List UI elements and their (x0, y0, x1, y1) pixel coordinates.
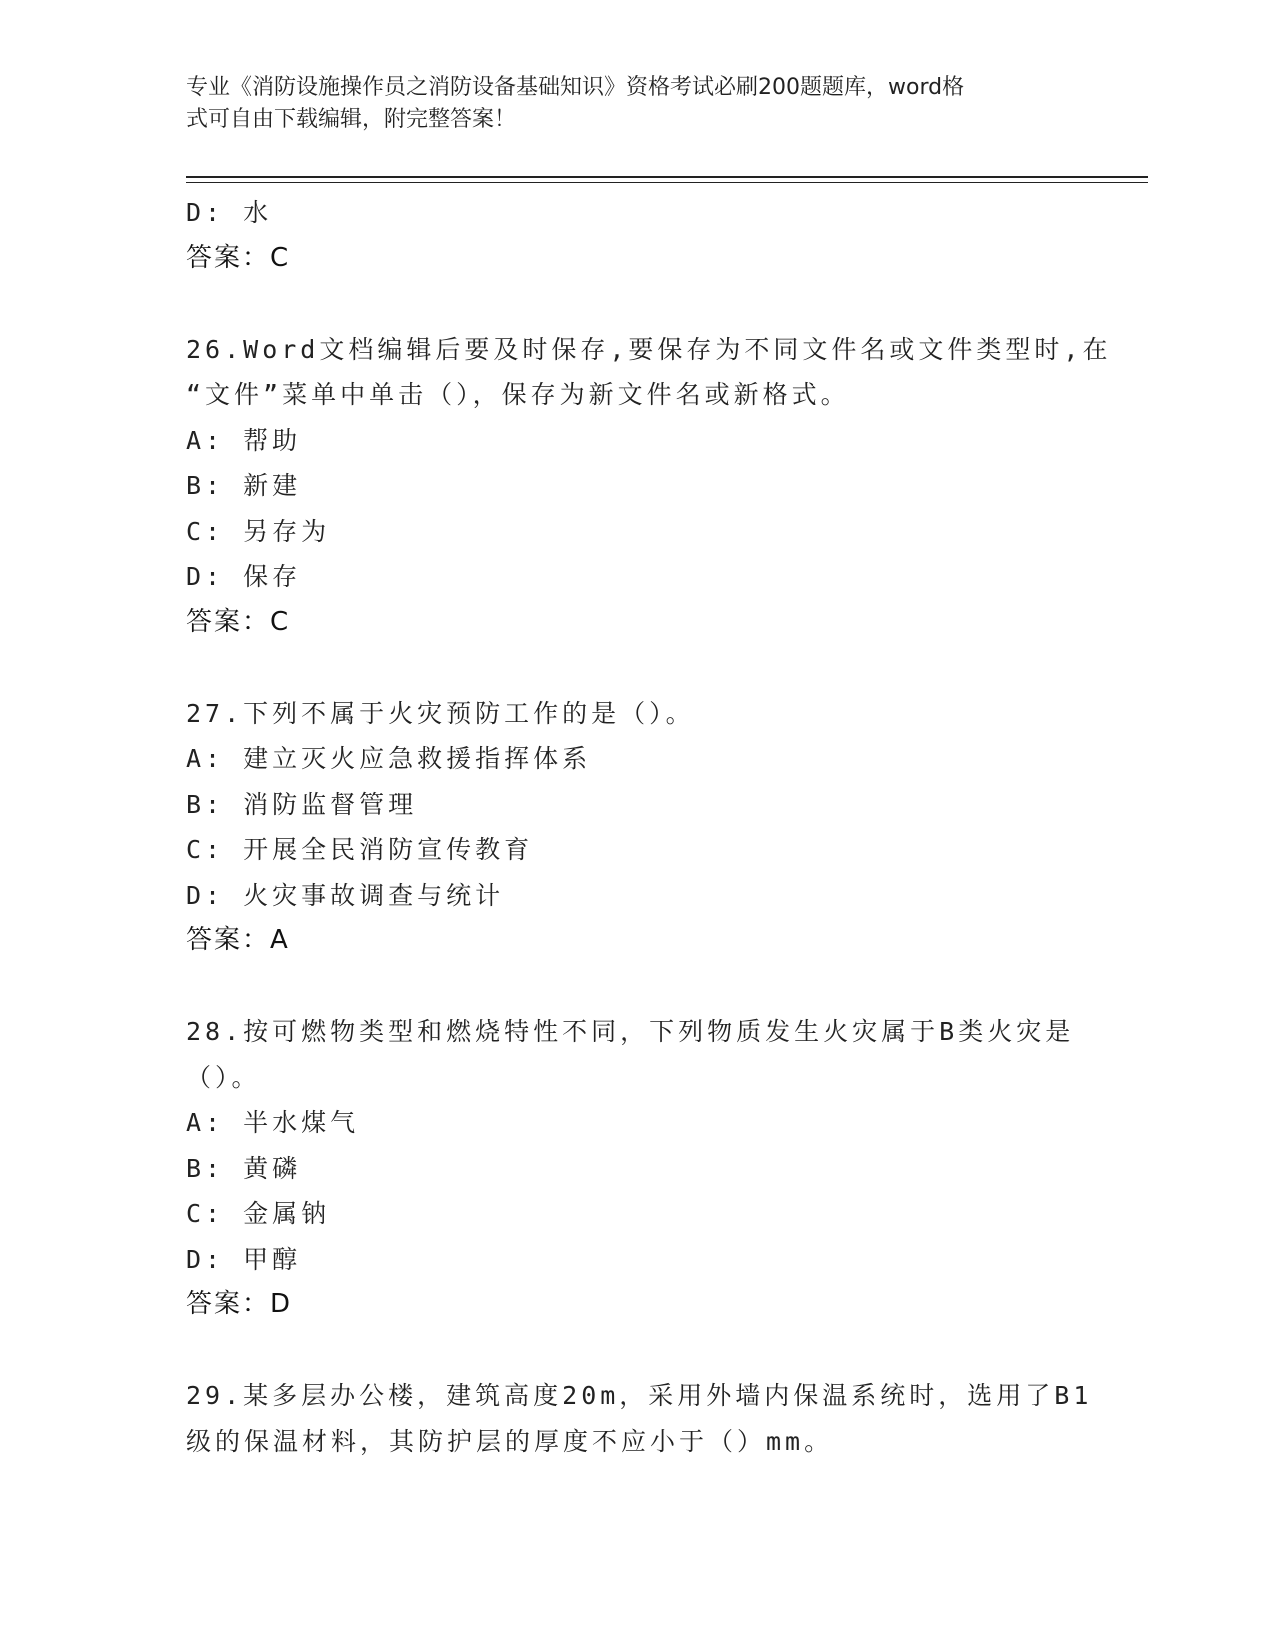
header-divider-thin (186, 182, 1148, 183)
header-line-2: 式可自由下载编辑，附完整答案！ (186, 107, 517, 132)
option-a: A: 建立灭火应急救援指挥体系 (186, 744, 592, 773)
option-c: C: 另存为 (186, 516, 331, 546)
question-28 (186, 1009, 1146, 1328)
option-a: A: 帮助 (186, 425, 302, 455)
question-27 (186, 691, 1146, 964)
option-d: D: 火灾事故调查与统计 (186, 880, 505, 910)
question-stem: 29.某多层办公楼，建筑高度20m，采用外墙内保温系统时，选用了B1 (186, 1381, 1093, 1410)
answer: 答案：D (186, 1289, 293, 1319)
option-b: B: 消防监督管理 (186, 789, 418, 819)
question-stem: 27.下列不属于火灾预防工作的是（）。 (186, 698, 695, 728)
spacer (186, 645, 1146, 691)
spacer (186, 1328, 1146, 1374)
answer: 答案：C (186, 606, 291, 637)
option-d: D: 保存 (186, 562, 302, 591)
question-list (186, 190, 1146, 1464)
prev-answer: 答案：C (186, 242, 291, 273)
prev-option-d: D: 水 (186, 198, 273, 227)
question-29 (186, 1373, 1146, 1464)
document-header (186, 72, 1086, 136)
option-a: A: 半水煤气 (186, 1108, 360, 1137)
question-26 (186, 327, 1146, 646)
option-c: C: 金属钠 (186, 1199, 331, 1228)
option-b: B: 新建 (186, 471, 302, 500)
question-stem: （）。 (186, 1062, 261, 1092)
spacer (186, 281, 1146, 327)
header-line-1: 专业《消防设施操作员之消防设备基础知识》资格考试必刷200题题库，word格 (186, 75, 965, 100)
question-stem: 级的保温材料，其防护层的厚度不应小于（）mm。 (186, 1426, 834, 1456)
question-stem: 28.按可燃物类型和燃烧特性不同，下列物质发生火灾属于B类火灾是 (186, 1017, 1075, 1046)
option-b: B: 黄磷 (186, 1153, 302, 1183)
question-stem: 26.Word文档编辑后要及时保存,要保存为不同文件名或文件类型时,在 (186, 334, 1112, 364)
question-stem: “文件”菜单中单击（），保存为新文件名或新格式。 (186, 380, 850, 409)
answer: 答案：A (186, 925, 290, 955)
header-divider-thick (186, 176, 1148, 178)
option-c: C: 开展全民消防宣传教育 (186, 835, 534, 864)
option-d: D: 甲醇 (186, 1244, 302, 1274)
spacer (186, 964, 1146, 1010)
